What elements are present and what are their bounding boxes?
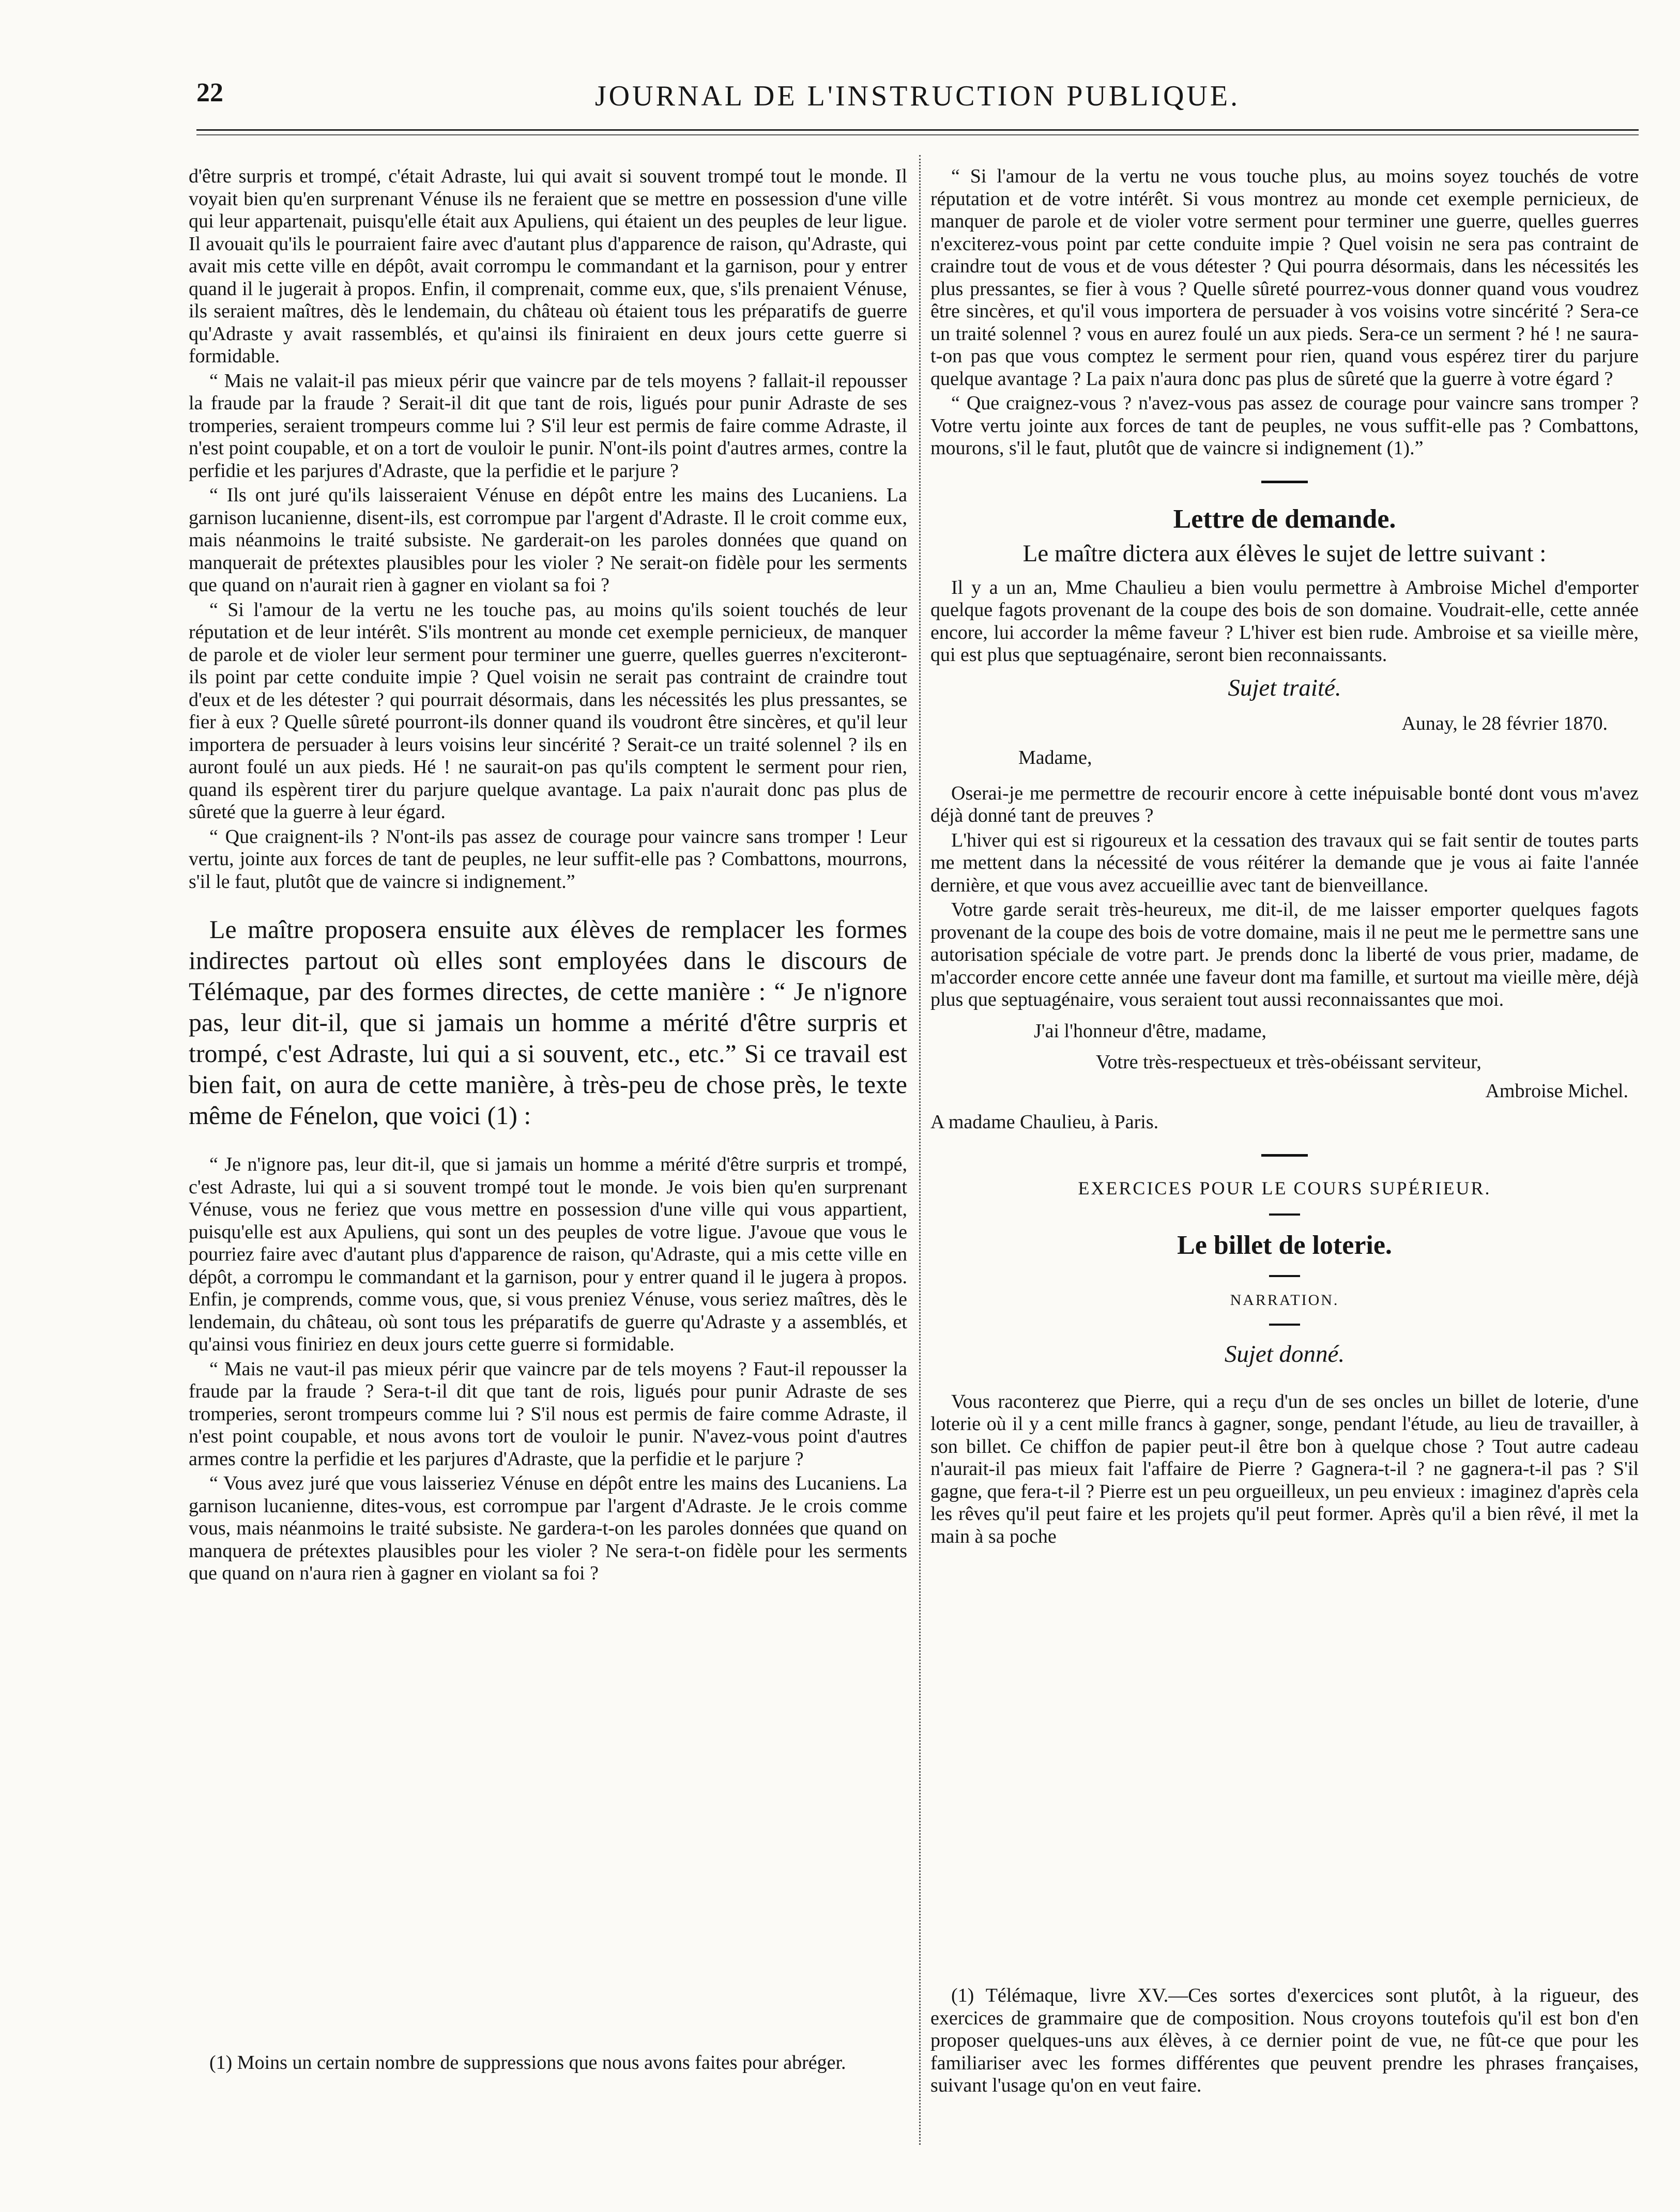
narration-label: NARRATION. [1230,1291,1339,1309]
fenelon-quote-paragraph: “ Si l'amour de la vertu ne vous touche plus, au moins soyez touchés de votre réputation et de votre intérêt. Si vous montrez au monde cet exemple pernicieux, de manquer de parole et de violer votre serment pour terminer une guerre, quelles guerres n'exciterez-vous point par cette conduite impie ? Quel voisin ne sera pas contraint de craindre tout de vous et de vous détester ? Qui pourra désormais, dans les nécessités les plus pressantes, se fier à vous ? Quelle sûreté pourrez-vous donner quand vous voudrez être sincères, et qu'il vous importera de persuader à vos voisins votre sincérité ? Sera-ce un traité solennel ? vous en aurez foulé un aux pieds. Sera-ce un serment ? hé ! ne saura-t-on pas que vous comptez le serment pour rien, quand vous espérez tirer du parjure quelque avantage ? La paix n'aura donc pas plus de sûreté que la guerre à votre égard ? [930,165,1639,390]
letter-closing: J'ai l'honneur d'être, madame, [1034,1020,1266,1042]
exercises-heading: EXERCICES POUR LE COURS SUPÉRIEUR. [1078,1177,1491,1199]
letter-salutation: Madame, [1018,746,1092,769]
indirect-quote-paragraph: “ Mais ne valait-il pas mieux périr que vaincre par de tels moyens ? fallait-il repousser la fraude par la fraude ? Serait-il dit que tant de rois, ligués pour punir Adraste de ses tromperies, seraient trompeurs comme lui ? S'il leur est permis de faire comme Adraste, il n'est point coupable, et on a tort de vouloir le punir. N'ont-ils point d'autres armes, contre la perfidie et les parjures d'Adraste, que la perfidie et le parjure ? [189,370,907,482]
footnote-text: (1) Télémaque, livre XV.—Ces sortes d'exercices sont plutôt, à la rigueur, des exercices de grammaire que de composition. Nous croyons toutefois qu'il est bon d'en proposer quelques-uns aux élèves, à ce dernier point de vue, ne fût-ce que pour les familiariser avec les formes différentes que peuvent prendre les phrases françaises, suivant l'usage qu'on en veut faire. [930,1985,1639,2096]
header-rule [196,129,1639,131]
section-divider [1261,1154,1308,1157]
page-number: 22 [196,78,223,107]
indirect-quote-paragraph: “ Si l'amour de la vertu ne les touche pas, au moins qu'ils soient touchés de leur réputation et de leur intérêt. S'ils montrent au monde cet exemple pernicieux, de manquer de parole et de violer leur serment pour terminer une guerre, quelles guerres n'exciteront-ils point par cette conduite impie ? Quel voisin ne serait pas contraint de craindre tout d'eux et de les détester ? qui pourrait désormais, dans les nécessités les plus pressantes, se fier à eux ? Quelle sûreté pourront-ils donner quand ils voudront être sincères, et qu'il leur importera de persuader à leurs voisins leur sincérité ? Serait-ce un traité solennel ? ils en auront foulé un aux pieds. Hé ! ne saurait-on pas qu'ils comptent le serment pour rien, quand ils espèrent tirer du parjure quelque avantage. La paix n'aurait donc pas plus de sûreté que la guerre à leur égard. [189,598,907,823]
given-subject-heading: Sujet donné. [1224,1340,1345,1368]
indirect-quote-paragraph: “ Que craignent-ils ? N'ont-ils pas assez de courage pour vaincre sans tromper ! Leur vertu, jointe aux forces de tant de peuples, ne leur suffit-elle pas ? Combattons, mourrons, s'il le faut, plutôt que de vaincre si indignement.” [189,825,907,893]
letter-closing-formula: Votre très-respectueux et très-obéissant serviteur, [1096,1051,1482,1073]
right-column [930,165,1639,1548]
left-column [189,165,907,1585]
letter-date: Aunay, le 28 février 1870. [1401,712,1608,734]
treated-subject-heading: Sujet traité. [1228,674,1341,701]
lottery-heading: Le billet de loterie. [1177,1230,1392,1260]
section-divider [1269,1324,1300,1326]
letter-paragraph: L'hiver qui est si rigoureux et la cessation des travaux qui se fait sentir de toutes parts me mettent dans la nécessité de vous réitérer la demande que je vous ai faite l'année dernière, et que vous avez accueillie avec tant de bienveillance. [930,829,1639,896]
letter-signature: Ambroise Michel. [1485,1080,1628,1102]
fenelon-quote-paragraph: “ Je n'ignore pas, leur dit-il, que si jamais un homme a mérité d'être surpris et trompé, c'est Adraste, lui qui a si souvent trompé tout le monde. Je vois bien qu'en surprenant Vénuse, vous ne feriez que vous mettre en possession d'une ville qui vous appartient, puisqu'elle est aux Apuliens, qui sont un des peuples de votre ligue. J'avoue que vous le pourriez faire avec d'autant plus d'apparence de raison, qu'Adraste, qui a mis cette ville en dépôt, a corrompu le commandant et la garnison, pour y entrer quand il le jugera à propos. Enfin, je comprends, comme vous, que, si vous preniez Vénuse, vous seriez maîtres, dès le lendemain, du château, où sont tous les préparatifs de guerre qu'Adraste y a assemblés, et qu'ainsi vous finiriez en deux jours cette guerre si formidable. [189,1154,907,1355]
fenelon-quote-paragraph: “ Mais ne vaut-il pas mieux périr que vaincre par de tels moyens ? Faut-il repousser la fraude par la fraude ? Sera-t-il dit que tant de rois, ligués pour punir Adraste de ses tromperies, seront trompeurs comme lui ? S'il nous est permis de faire comme Adraste, il n'est point coupable, et nous avons tort de vouloir le punir. N'avez-vous point d'autres armes contre la perfidie et les parjures d'Adraste, que la perfidie et le parjure ? [189,1358,907,1470]
page-header [196,72,1639,129]
journal-title: JOURNAL DE L'INSTRUCTION PUBLIQUE. [594,80,1241,112]
section-divider [1269,1213,1300,1216]
letter-intro: Le maître dictera aux élèves le sujet de lettre suivant : [1022,540,1547,567]
letter-heading: Lettre de demande. [1173,504,1396,534]
column-divider [919,155,921,2145]
footnote-text: (1) Moins un certain nombre de suppressions que nous avons faites pour abréger. [209,2052,846,2073]
section-divider [1269,1275,1300,1277]
lottery-subject-text: Vous raconterez que Pierre, qui a reçu d'un de ses oncles un billet de loterie, d'une loterie où il y a cent mille francs à gagner, songe, pendant l'étude, au lieu de travailler, à son billet. Ce chiffon de papier peut-il être bon à quelque chose ? Tout autre cadeau n'aurait-il pas mieux fait l'affaire de Pierre ? Gagnera-t-il ? ne gagnera-t-il pas ? S'il gagne, que fera-t-il ? Pierre est un peu orgueilleux, un peu envieux : imaginez d'après cela les rêves qu'il peut faire et les projets qu'il peut former. Après qu'il a bien rêvé, il met la main à sa poche [930,1390,1639,1547]
right-footnote [930,1985,1639,2097]
letter-subject: Il y a un an, Mme Chaulieu a bien voulu permettre à Ambroise Michel d'emporter quelque fagots provenant de la coupe des bois de son domaine. Voudrait-elle, cette année encore, lui accorder la même faveur ? L'hiver est bien rude. Ambroise et sa vieille mère, qui est plus que septuagénaire, seront bien reconnaissants. [930,576,1639,666]
narrative-paragraph: d'être surpris et trompé, c'était Adraste, lui qui avait si souvent trompé tout le monde. Il voyait bien qu'en surprenant Vénuse ils ne feraient que se mettre en possession d'une ville qui leur appartenait, puisqu'elle était aux Apuliens, qui étaient un des peuples de leur ligue. Il avouait qu'ils le pourraient faire avec d'autant plus d'apparence de raison, qu'Adraste, qui avait mis cette ville en dépôt, avait corrompu le commandant et la garnison, pour y entrer quand il le jugerait à propos. Enfin, il comprenait, comme eux, que, s'ils prenaient Vénuse, ils seraient maîtres, dès le lendemain, du château où étaient tous les préparatifs de guerre qu'Adraste y avait rassemblés, et qu'ainsi ils finiraient en deux jours cette guerre si formidable. [189,165,907,367]
section-divider [1261,481,1308,483]
teacher-instruction: Le maître proposera ensuite aux élèves de remplacer les formes indirectes partout où elles sont employées dans le discours de Télémaque, par des formes directes, de cette manière : “ Je n'ignore pas, leur dit-il, que si jamais un homme a mérité d'être surpris et trompé, c'est Adraste, lui qui a si souvent, etc., etc.” Si ce travail est bien fait, on aura de cette manière, à très-peu de chose près, le texte même de Fénelon, que voici (1) : [189,915,907,1130]
header-rule-double [196,134,1639,135]
letter-paragraph: Votre garde serait très-heureux, me dit-il, de me laisser emporter quelques fagots provenant de la coupe des bois de votre domaine, mais il ne peut me le permettre sans une autorisation spéciale de votre part. Je prends donc la liberté de vous prier, madame, de m'accorder encore cette année une faveur dont ma famille, et surtout ma vieille mère, déjà plus que septuagénaire, vous seraient tout aussi reconnaissantes que moi. [930,899,1639,1010]
fenelon-quote-paragraph: “ Que craignez-vous ? n'avez-vous pas assez de courage pour vaincre sans tromper ? Votre vertu jointe aux forces de tant de peuples, ne vous suffit-elle pas ? Combattons, mourons, s'il le faut, plutôt que de vaincre si indignement (1).” [930,392,1639,459]
fenelon-quote-paragraph: “ Vous avez juré que vous laisseriez Vénuse en dépôt entre les mains des Lucaniens. La garnison lucanienne, dites-vous, est corrompue par l'argent d'Adraste. Je le crois comme vous, mais néanmoins le traité subsiste. Ne gardera-t-on les paroles données que quand on manquera de prétextes plausibles pour les violer ? Ne sera-t-on fidèle pour les serments que quand on n'aura rien à gagner en violant sa foi ? [189,1472,907,1584]
left-footnote [189,2052,907,2075]
letter-paragraph: Oserai-je me permettre de recourir encore à cette inépuisable bonté dont vous m'avez déjà donné tant de preuves ? [930,782,1639,826]
indirect-quote-paragraph: “ Ils ont juré qu'ils laisseraient Vénuse en dépôt entre les mains des Lucaniens. La garnison lucanienne, disent-ils, est corrompue par l'argent d'Adraste. Il le croit comme eux, mais néanmoins le traité subsiste. Ne garderait-on les paroles données que quand on manquerait de prétextes plausibles pour les violer ? Ne serait-on fidèle pour les serments que quand on n'aurait rien à gagner en violant sa foi ? [189,484,907,596]
letter-address: A madame Chaulieu, à Paris. [930,1111,1159,1133]
